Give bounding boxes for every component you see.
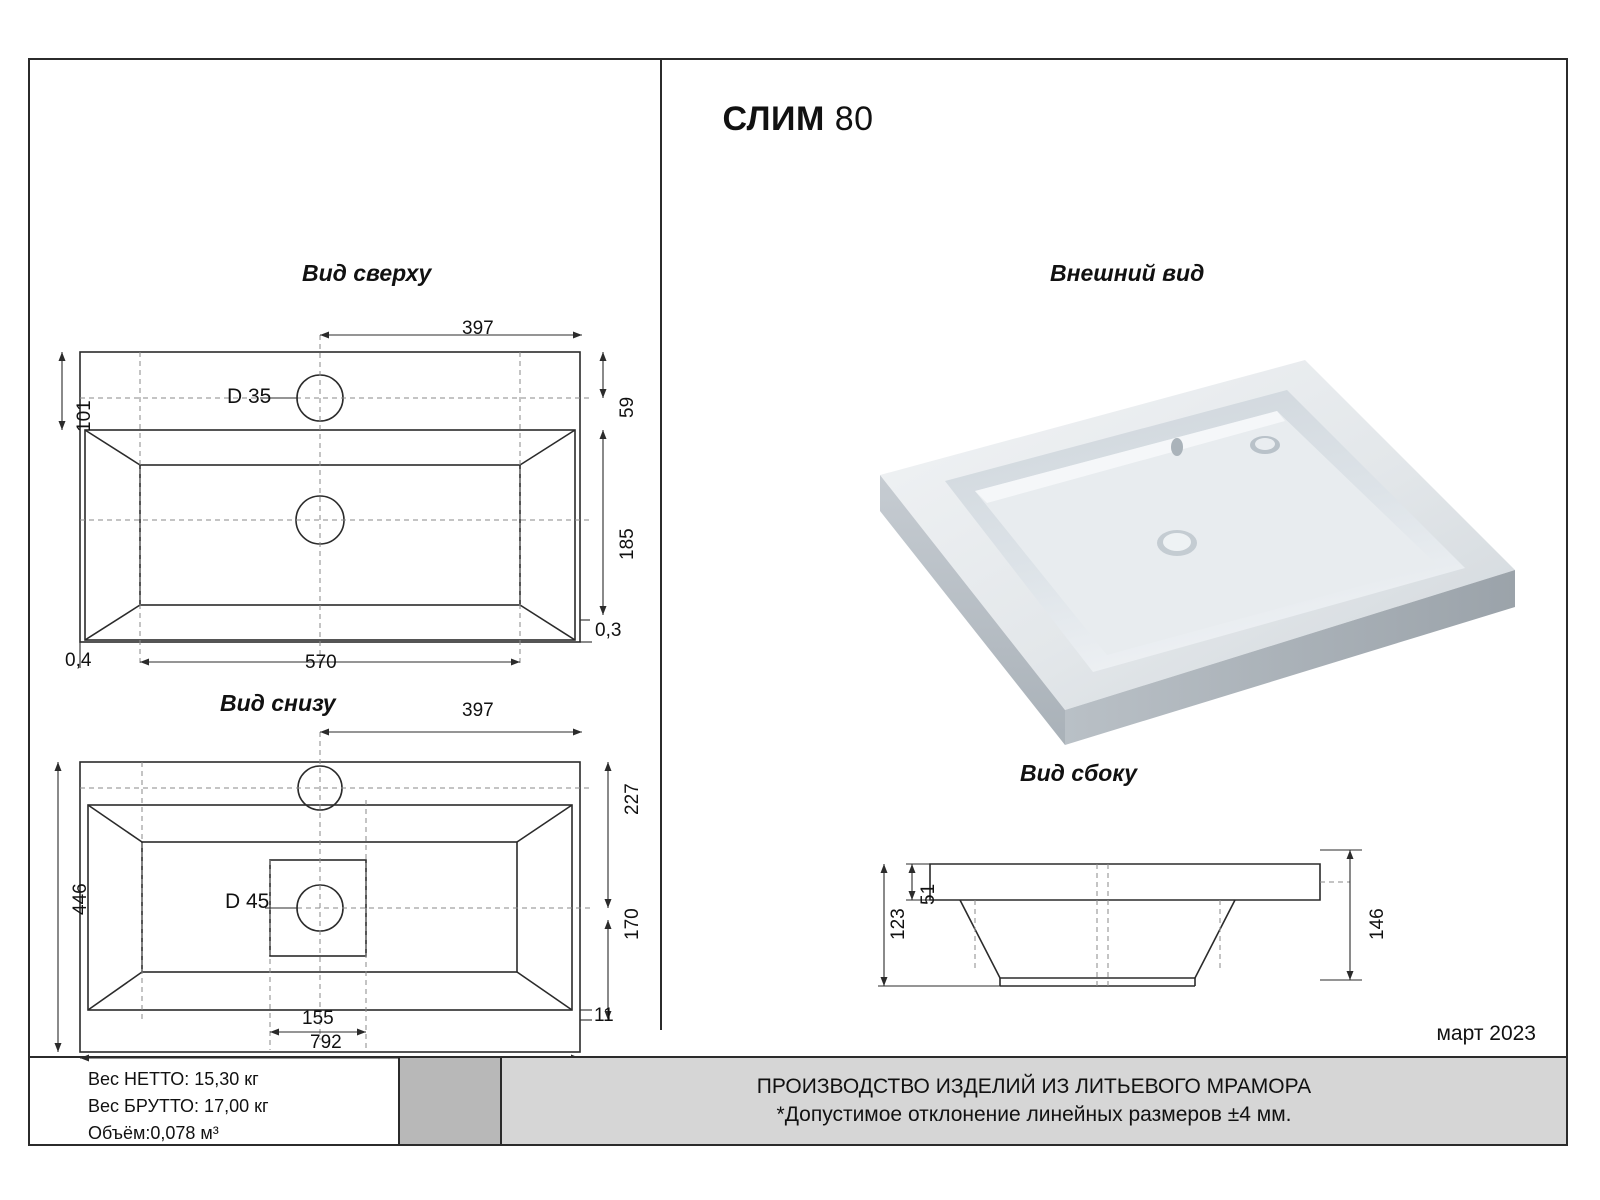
dim-top-185: 185 <box>617 528 638 560</box>
page-title-size: 80 <box>834 100 874 138</box>
dim-bottom-397: 397 <box>462 700 494 721</box>
view-label-exterior: Внешний вид <box>1050 260 1205 286</box>
dim-side-51: 51 <box>918 883 939 905</box>
dim-side-146: 146 <box>1367 908 1388 940</box>
bottom-view-drawing <box>30 720 660 1080</box>
view-label-top: Вид сверху <box>302 260 432 286</box>
dim-top-101: 101 <box>74 400 95 432</box>
dim-top-59: 59 <box>617 396 638 418</box>
vertical-divider <box>660 60 662 1030</box>
exterior-render <box>825 325 1515 745</box>
dim-top-397: 397 <box>462 318 494 339</box>
page-title-model: СЛИМ <box>722 100 825 138</box>
dim-side-123: 123 <box>888 908 909 940</box>
dim-bottom-hole-d45: D 45 <box>225 890 270 913</box>
dim-top-hole-d35: D 35 <box>227 385 272 408</box>
dim-top-570: 570 <box>305 652 337 673</box>
dim-bottom-170: 170 <box>622 908 643 940</box>
date-stamp: март 2023 <box>1436 1022 1536 1045</box>
footer-notice-line2: *Допустимое отклонение линейных размеров ±4 мм. <box>776 1103 1292 1126</box>
footer-logo-block <box>400 1058 502 1144</box>
volume: Объём:0,078 м³ <box>88 1123 219 1143</box>
dim-bottom-155: 155 <box>302 1008 334 1029</box>
footer-weights <box>30 1058 400 1144</box>
dim-top-04: 0,4 <box>65 650 92 671</box>
dim-bottom-227: 227 <box>622 783 643 815</box>
view-label-bottom: Вид снизу <box>220 690 336 716</box>
footer-notice-line1: ПРОИЗВОДСТВО ИЗДЕЛИЙ ИЗ ЛИТЬЕВОГО МРАМОРА <box>756 1074 1312 1098</box>
side-view-drawing <box>850 820 1550 1020</box>
gross-weight: Вес БРУТТО: 17,00 кг <box>88 1096 269 1116</box>
dim-bottom-792: 792 <box>310 1032 342 1053</box>
footer-notice <box>502 1058 1566 1144</box>
view-label-side: Вид сбоку <box>1020 760 1138 786</box>
net-weight: Вес НЕТТО: 15,30 кг <box>88 1069 259 1089</box>
dim-bottom-446: 446 <box>70 883 91 915</box>
dim-bottom-11: 11 <box>594 1005 614 1026</box>
page-title <box>30 100 1566 139</box>
footer <box>30 1056 1566 1144</box>
dim-top-03: 0,3 <box>595 620 622 641</box>
drawing-sheet <box>28 58 1568 1146</box>
